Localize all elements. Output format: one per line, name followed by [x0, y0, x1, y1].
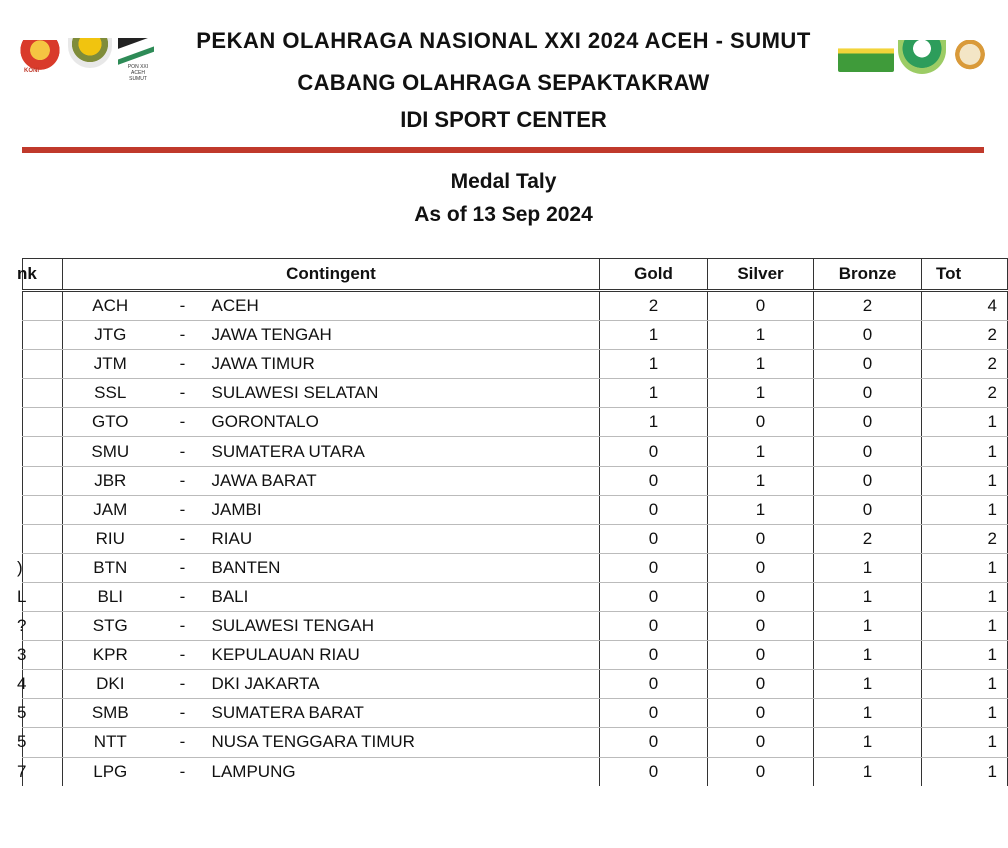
- separator-cell: -: [158, 553, 208, 582]
- bronze-count-cell: 0: [814, 495, 922, 524]
- total-count-cell: 2: [922, 524, 1008, 553]
- gold-count-cell: 1: [600, 350, 708, 379]
- total-count-cell: 1: [922, 641, 1008, 670]
- column-header-total: Tot: [922, 259, 1008, 291]
- table-row: [23, 291, 1008, 321]
- gold-count-cell: 1: [600, 321, 708, 350]
- bronze-count-cell: 2: [814, 291, 922, 321]
- gold-count-cell: 0: [600, 437, 708, 466]
- separator-cell: -: [158, 582, 208, 611]
- rank-cell: [23, 321, 63, 350]
- total-count-cell: 1: [922, 582, 1008, 611]
- contingent-name-cell: BANTEN: [208, 553, 600, 582]
- separator-cell: -: [158, 291, 208, 321]
- medal-table: [17, 258, 1008, 786]
- bronze-count-cell: 1: [814, 728, 922, 757]
- bronze-count-cell: 1: [814, 612, 922, 641]
- contingent-name-cell: SULAWESI TENGAH: [208, 612, 600, 641]
- silver-count-cell: 0: [708, 641, 814, 670]
- separator-cell: -: [158, 408, 208, 437]
- gold-count-cell: 0: [600, 466, 708, 495]
- contingent-code-cell: JBR: [63, 466, 158, 495]
- rank-cell: 7: [23, 757, 63, 786]
- contingent-name-cell: BALI: [208, 582, 600, 611]
- total-count-cell: 1: [922, 495, 1008, 524]
- column-header-bronze: Bronze: [814, 259, 922, 291]
- silver-count-cell: 0: [708, 582, 814, 611]
- separator-cell: -: [158, 641, 208, 670]
- bronze-count-cell: 0: [814, 466, 922, 495]
- rank-cell: L: [23, 582, 63, 611]
- table-row: [23, 379, 1008, 408]
- total-count-cell: 1: [922, 757, 1008, 786]
- contingent-code-cell: SSL: [63, 379, 158, 408]
- contingent-code-cell: ACH: [63, 291, 158, 321]
- rank-cell: [23, 350, 63, 379]
- silver-count-cell: 0: [708, 524, 814, 553]
- contingent-code-cell: RIU: [63, 524, 158, 553]
- separator-cell: -: [158, 495, 208, 524]
- table-row: [23, 582, 1008, 611]
- gold-count-cell: 0: [600, 641, 708, 670]
- silver-count-cell: 1: [708, 350, 814, 379]
- bronze-count-cell: 1: [814, 670, 922, 699]
- contingent-code-cell: JAM: [63, 495, 158, 524]
- contingent-name-cell: KEPULAUAN RIAU: [208, 641, 600, 670]
- total-count-cell: 2: [922, 321, 1008, 350]
- contingent-code-cell: JTM: [63, 350, 158, 379]
- contingent-name-cell: DKI JAKARTA: [208, 670, 600, 699]
- total-count-cell: 1: [922, 437, 1008, 466]
- table-row: [23, 553, 1008, 582]
- contingent-name-cell: JAMBI: [208, 495, 600, 524]
- table-header-row: [23, 259, 1008, 291]
- silver-count-cell: 1: [708, 379, 814, 408]
- gold-count-cell: 0: [600, 612, 708, 641]
- rank-cell: [23, 437, 63, 466]
- separator-cell: -: [158, 350, 208, 379]
- column-header-gold: Gold: [600, 259, 708, 291]
- gold-count-cell: 0: [600, 553, 708, 582]
- total-count-cell: 1: [922, 408, 1008, 437]
- bronze-count-cell: 1: [814, 582, 922, 611]
- gold-count-cell: 0: [600, 699, 708, 728]
- contingent-code-cell: SMB: [63, 699, 158, 728]
- table-row: [23, 321, 1008, 350]
- contingent-name-cell: RIAU: [208, 524, 600, 553]
- separator-cell: -: [158, 728, 208, 757]
- bronze-count-cell: 0: [814, 408, 922, 437]
- page-header: [0, 0, 1007, 150]
- rank-cell: 4: [23, 670, 63, 699]
- contingent-code-cell: DKI: [63, 670, 158, 699]
- silver-count-cell: 0: [708, 553, 814, 582]
- separator-cell: -: [158, 524, 208, 553]
- silver-count-cell: 1: [708, 466, 814, 495]
- contingent-code-cell: STG: [63, 612, 158, 641]
- silver-count-cell: 0: [708, 728, 814, 757]
- gold-count-cell: 0: [600, 757, 708, 786]
- gold-count-cell: 0: [600, 495, 708, 524]
- contingent-name-cell: SUMATERA UTARA: [208, 437, 600, 466]
- table-row: [23, 408, 1008, 437]
- contingent-name-cell: SUMATERA BARAT: [208, 699, 600, 728]
- header-divider: [22, 147, 984, 153]
- silver-count-cell: 0: [708, 612, 814, 641]
- separator-cell: -: [158, 466, 208, 495]
- separator-cell: -: [158, 670, 208, 699]
- rank-cell: [23, 408, 63, 437]
- total-count-cell: 2: [922, 379, 1008, 408]
- rank-cell: [23, 291, 63, 321]
- separator-cell: -: [179, 761, 186, 781]
- contingent-name-cell: NUSA TENGGARA TIMUR: [208, 728, 600, 757]
- silver-count-cell: 0: [708, 699, 814, 728]
- contingent-code-cell: BLI: [63, 582, 158, 611]
- gold-count-cell: 2: [600, 291, 708, 321]
- table-row: [23, 757, 1008, 786]
- rank-cell: 5: [23, 699, 63, 728]
- separator-cell: -: [158, 699, 208, 728]
- bronze-count-cell: 1: [814, 757, 922, 786]
- gold-count-cell: 1: [600, 408, 708, 437]
- column-header-silver: Silver: [708, 259, 814, 291]
- contingent-code-cell: NTT: [63, 728, 158, 757]
- rank-cell: ?: [23, 612, 63, 641]
- rank-cell: [23, 524, 63, 553]
- rank-cell: ): [23, 553, 63, 582]
- separator-cell: -: [158, 437, 208, 466]
- bronze-count-cell: 2: [814, 524, 922, 553]
- bronze-count-cell: 1: [814, 641, 922, 670]
- contingent-name-cell: LAMPUNG: [208, 757, 600, 786]
- event-title: PEKAN OLAHRAGA NASIONAL XXI 2024 ACEH - SUMUT: [196, 28, 811, 53]
- silver-count-cell: 1: [708, 495, 814, 524]
- contingent-code-cell: BTN: [63, 553, 158, 582]
- table-row: [23, 728, 1008, 757]
- total-count-cell: 1: [922, 466, 1008, 495]
- table-row: [23, 466, 1008, 495]
- silver-count-cell: 0: [708, 757, 814, 786]
- silver-count-cell: 1: [708, 321, 814, 350]
- rank-cell: 3: [23, 641, 63, 670]
- table-row: [23, 612, 1008, 641]
- total-count-cell: 1: [922, 699, 1008, 728]
- pon-logo-text: PON XXI ACEH SUMUT: [127, 64, 149, 82]
- table-row: [23, 524, 1008, 553]
- table-row: [23, 699, 1008, 728]
- rank-cell: 5: [23, 728, 63, 757]
- total-count-cell: 1: [922, 612, 1008, 641]
- venue-title: IDI SPORT CENTER: [400, 107, 607, 132]
- table-row: [23, 437, 1008, 466]
- koni-logo-text: KONI: [24, 68, 39, 74]
- separator-cell: -: [158, 321, 208, 350]
- table-row: [23, 495, 1008, 524]
- silver-count-cell: 0: [708, 291, 814, 321]
- rank-cell: [23, 466, 63, 495]
- column-header-rank: nk: [23, 259, 63, 291]
- contingent-name-cell: ACEH: [208, 291, 600, 321]
- total-count-cell: 1: [922, 553, 1008, 582]
- gold-count-cell: 0: [600, 728, 708, 757]
- silver-count-cell: 0: [708, 670, 814, 699]
- document-title: Medal Taly: [450, 170, 557, 193]
- contingent-code-cell: SMU: [63, 437, 158, 466]
- column-header-contingent: Contingent: [63, 259, 600, 291]
- contingent-code-cell: LPG: [63, 757, 158, 786]
- contingent-name-cell: JAWA TIMUR: [208, 350, 600, 379]
- contingent-code-cell: JTG: [63, 321, 158, 350]
- bronze-count-cell: 1: [814, 553, 922, 582]
- contingent-name-cell: JAWA BARAT: [208, 466, 600, 495]
- bronze-count-cell: 1: [814, 699, 922, 728]
- contingent-name-cell: GORONTALO: [208, 408, 600, 437]
- medal-table-body: [17, 291, 1008, 786]
- total-count-cell: 1: [922, 728, 1008, 757]
- bronze-count-cell: 0: [814, 321, 922, 350]
- gold-count-cell: 0: [600, 670, 708, 699]
- contingent-code-cell: GTO: [63, 408, 158, 437]
- separator-cell: -: [158, 612, 208, 641]
- total-count-cell: 1: [922, 670, 1008, 699]
- bronze-count-cell: 0: [814, 350, 922, 379]
- contingent-name-cell: JAWA TENGAH: [208, 321, 600, 350]
- table-row: [23, 350, 1008, 379]
- silver-count-cell: 1: [708, 437, 814, 466]
- contingent-code-cell: KPR: [63, 641, 158, 670]
- bronze-count-cell: 0: [814, 379, 922, 408]
- contingent-name-cell: SULAWESI SELATAN: [208, 379, 600, 408]
- bronze-count-cell: 0: [814, 437, 922, 466]
- gold-count-cell: 0: [600, 524, 708, 553]
- total-count-cell: 4: [922, 291, 1008, 321]
- as-of-date: As of 13 Sep 2024: [414, 203, 593, 226]
- rank-cell: [23, 495, 63, 524]
- silver-count-cell: 0: [708, 408, 814, 437]
- gold-count-cell: 0: [600, 582, 708, 611]
- table-row: [23, 641, 1008, 670]
- sport-title: CABANG OLAHRAGA SEPAKTAKRAW: [297, 70, 710, 95]
- separator-cell: -: [158, 379, 208, 408]
- gold-count-cell: 1: [600, 379, 708, 408]
- table-row: [23, 670, 1008, 699]
- rank-cell: [23, 379, 63, 408]
- total-count-cell: 2: [922, 350, 1008, 379]
